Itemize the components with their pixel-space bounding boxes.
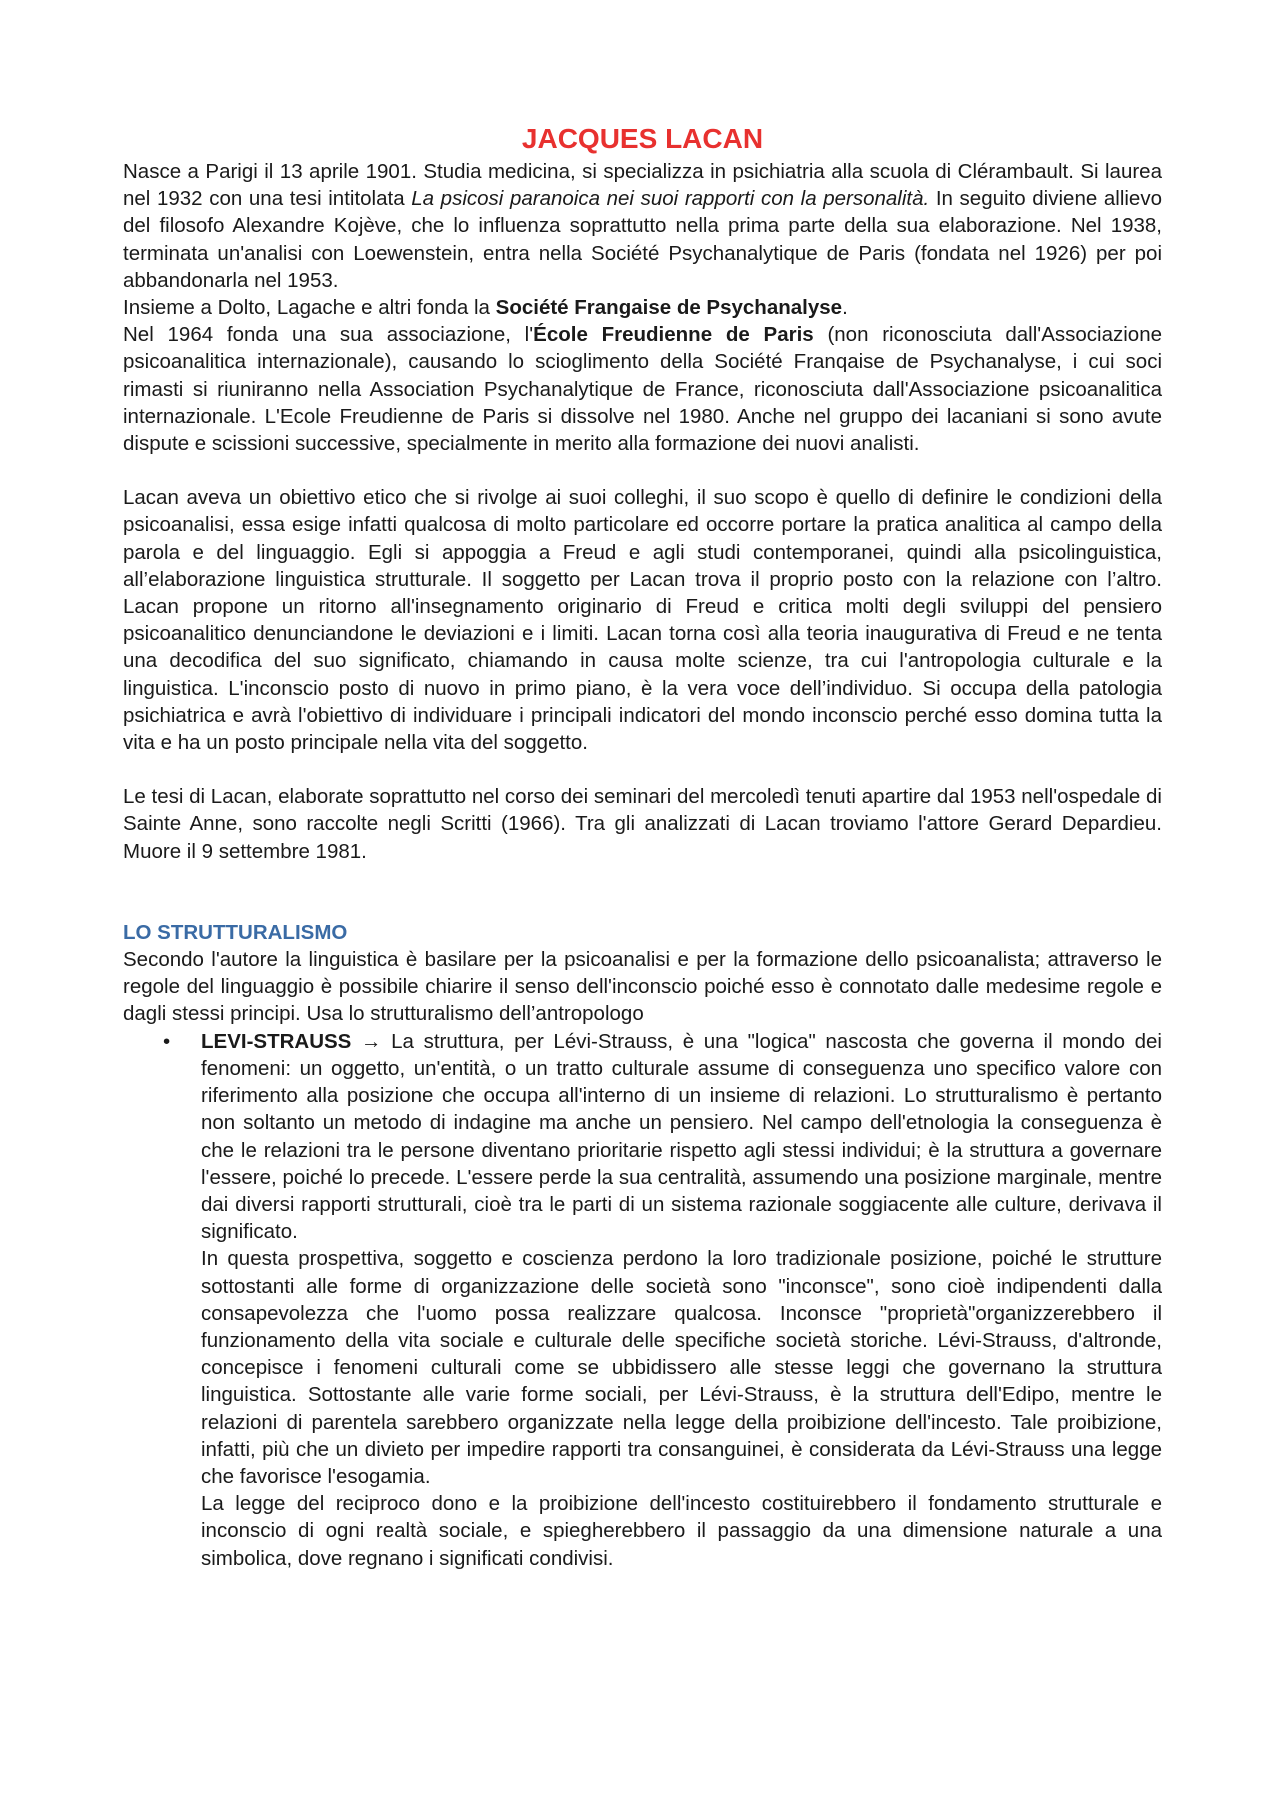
bullet-paragraph-3: La legge del reciproco dono e la proibizione dell'incesto costituirebbero il fondamento strutturale e inconscio di ogni realtà sociale, e spiegherebbero il passaggio da una dimensione naturale a una simbolica, dove regnano i significati condivisi. xyxy=(201,1492,1162,1570)
bullet-term: LEVI-STRAUSS → xyxy=(201,1029,382,1053)
school-name: École Freudienne de Paris xyxy=(533,323,814,347)
intro-paragraph-1 xyxy=(123,158,1162,294)
intro-text: Insieme a Dolto, Lagache e altri fonda la xyxy=(123,296,496,320)
intro-text: In seguito diviene allievo del filosofo Alexandre Kojève, che lo influenza soprattutto nella prima parte della sua elaborazione. Nel 1938, terminata un'analisi con Loewenstein, entra nella Société Psychanalytique de Paris (fondata nel 1926) per poi abbandonarla nel 1953. xyxy=(123,187,1162,292)
thesis-title: La psicosi paranoica nei suoi rapporti con la personalità. xyxy=(411,187,930,211)
intro-paragraph-3 xyxy=(123,321,1162,457)
society-name: Société Frangaise de Psychanalyse xyxy=(495,296,843,320)
list-item-levi-strauss xyxy=(123,1028,1162,1572)
intro-text: Nel 1964 fonda una sua associazione, l' xyxy=(123,323,534,347)
section-heading-structuralism: LO STRUTTURALISMO xyxy=(123,920,348,944)
bullet-paragraph-2: In questa prospettiva, soggetto e coscienza perdono la loro tradizionale posizione, poiché le strutture sottostanti alle forme di organizzazione delle società sono "inconsce", sono cioè indipendenti dalla consapevolezza che l'uomo possa realizzare qualcosa. Inconsce "proprietà"organizzerebbero il funzionamento della vita sociale e culturale delle specifiche società storiche. Lévi-Strauss, d'altronde, concepisce i fenomeni culturali come se ubbidissero alle stesse leggi che governano la struttura linguistica. Sottostante alle varie forme sociali, per Lévi-Strauss, è la struttura dell'Edipo, mentre le relazioni di parentela sarebbero organizzate nella legge della proibizione dell'incesto. Tale proibizione, infatti, più che un divieto per impedire rapporti tra consanguinei, è considerata da Lévi-Strauss una legge che favorisce l'esogamia. xyxy=(201,1247,1162,1488)
intro-text: Nasce a Parigi il 13 aprile 1901. Studia medicina, si specializza in psichiatria alla scuola di Clérambault. Si laurea nel 1932 con una tesi intitolata xyxy=(123,160,1162,211)
bullet-list xyxy=(123,1028,1162,1572)
spacer xyxy=(123,457,1162,484)
page-title: JACQUES LACAN xyxy=(521,123,764,154)
spacer xyxy=(123,756,1162,783)
bullet-paragraph-1 xyxy=(201,1028,1162,1246)
intro-paragraph-2 xyxy=(123,294,1162,321)
bullet-dot-icon: • xyxy=(163,1029,171,1053)
document-page xyxy=(123,122,1162,1572)
intro-text: . xyxy=(842,296,848,320)
spacer xyxy=(123,865,1162,919)
bullet-text: La struttura, per Lévi-Strauss, è una "logica" nascosta che governa il mondo dei fenomeni: un oggetto, un'entità, o un tratto culturale assume di conseguenza uno specifico valore con riferimento alla posizione che occupa all'interno di un insieme di relazioni. Lo strutturalismo è pertanto non soltanto un metodo di indagine ma anche un pensiero. Nel campo dell'etnologia la conseguenza è che le relazioni tra le persone diventano prioritarie rispetto agli stessi individui; è la struttura a governare l'essere, poiché lo precede. L'essere perde la sua centralità, assumendo una posizione marginale, mentre dai diversi rapporti strutturali, cioè tra le parti di un sistema razionale soggiacente alle culture, derivava il significato. xyxy=(201,1029,1162,1244)
theses-paragraph: Le tesi di Lacan, elaborate soprattutto nel corso dei seminari del mercoledì tenuti apartire dal 1953 nell'ospedale di Sainte Anne, sono raccolte negli Scritti (1966). Tra gli analizzati di Lacan troviamo l'attore Gerard Depardieu. Muore il 9 settembre 1981. xyxy=(123,785,1162,863)
structuralism-intro: Secondo l'autore la linguistica è basilare per la psicoanalisi e per la formazione dello psicoanalista; attraverso le regole del linguaggio è possibile chiarire il senso dell'inconscio poiché esso è connotato dalle medesime regole e dagli stessi principi. Usa lo strutturalismo dell’antropologo xyxy=(123,948,1162,1026)
ethics-paragraph: Lacan aveva un obiettivo etico che si rivolge ai suoi colleghi, il suo scopo è quello di definire le condizioni della psicoanalisi, essa esige infatti qualcosa di molto particolare ed occorre portare la pratica analitica al campo della parola e del linguaggio. Egli si appoggia a Freud e agli studi contemporanei, quindi alla psicolinguistica, all’elaborazione linguistica strutturale. Il soggetto per Lacan trova il proprio posto con la relazione con l’altro. Lacan propone un ritorno all'insegnamento originario di Freud e critica molti degli sviluppi del pensiero psicoanalitico denunciandone le deviazioni e i limiti. Lacan torna così alla teoria inaugurativa di Freud e ne tenta una decodifica del suo significato, chiamando in causa molte scienze, tra cui l'antropologia culturale e la linguistica. L'inconscio posto di nuovo in primo piano, è la vera voce dell’individuo. Si occupa della patologia psichiatrica e avrà l'obiettivo di individuare i principali indicatori del mondo inconscio perché esso domina tutta la vita e ha un posto principale nella vita del soggetto. xyxy=(123,486,1162,755)
intro-text: (non riconosciuta dall'Associazione psicoanalitica internazionale), causando lo scioglimento della Société Franqaise de Psychanalyse, i cui soci rimasti si riuniranno nella Association Psychanalytique de France, riconosciuta dall'Associazione psicoanalitica internazionale. L'Ecole Freudienne de Paris si dissolve nel 1980. Anche nel gruppo dei lacaniani si sono avute dispute e scissioni successive, specialmente in merito alla formazione dei nuovi analisti. xyxy=(123,323,1162,456)
